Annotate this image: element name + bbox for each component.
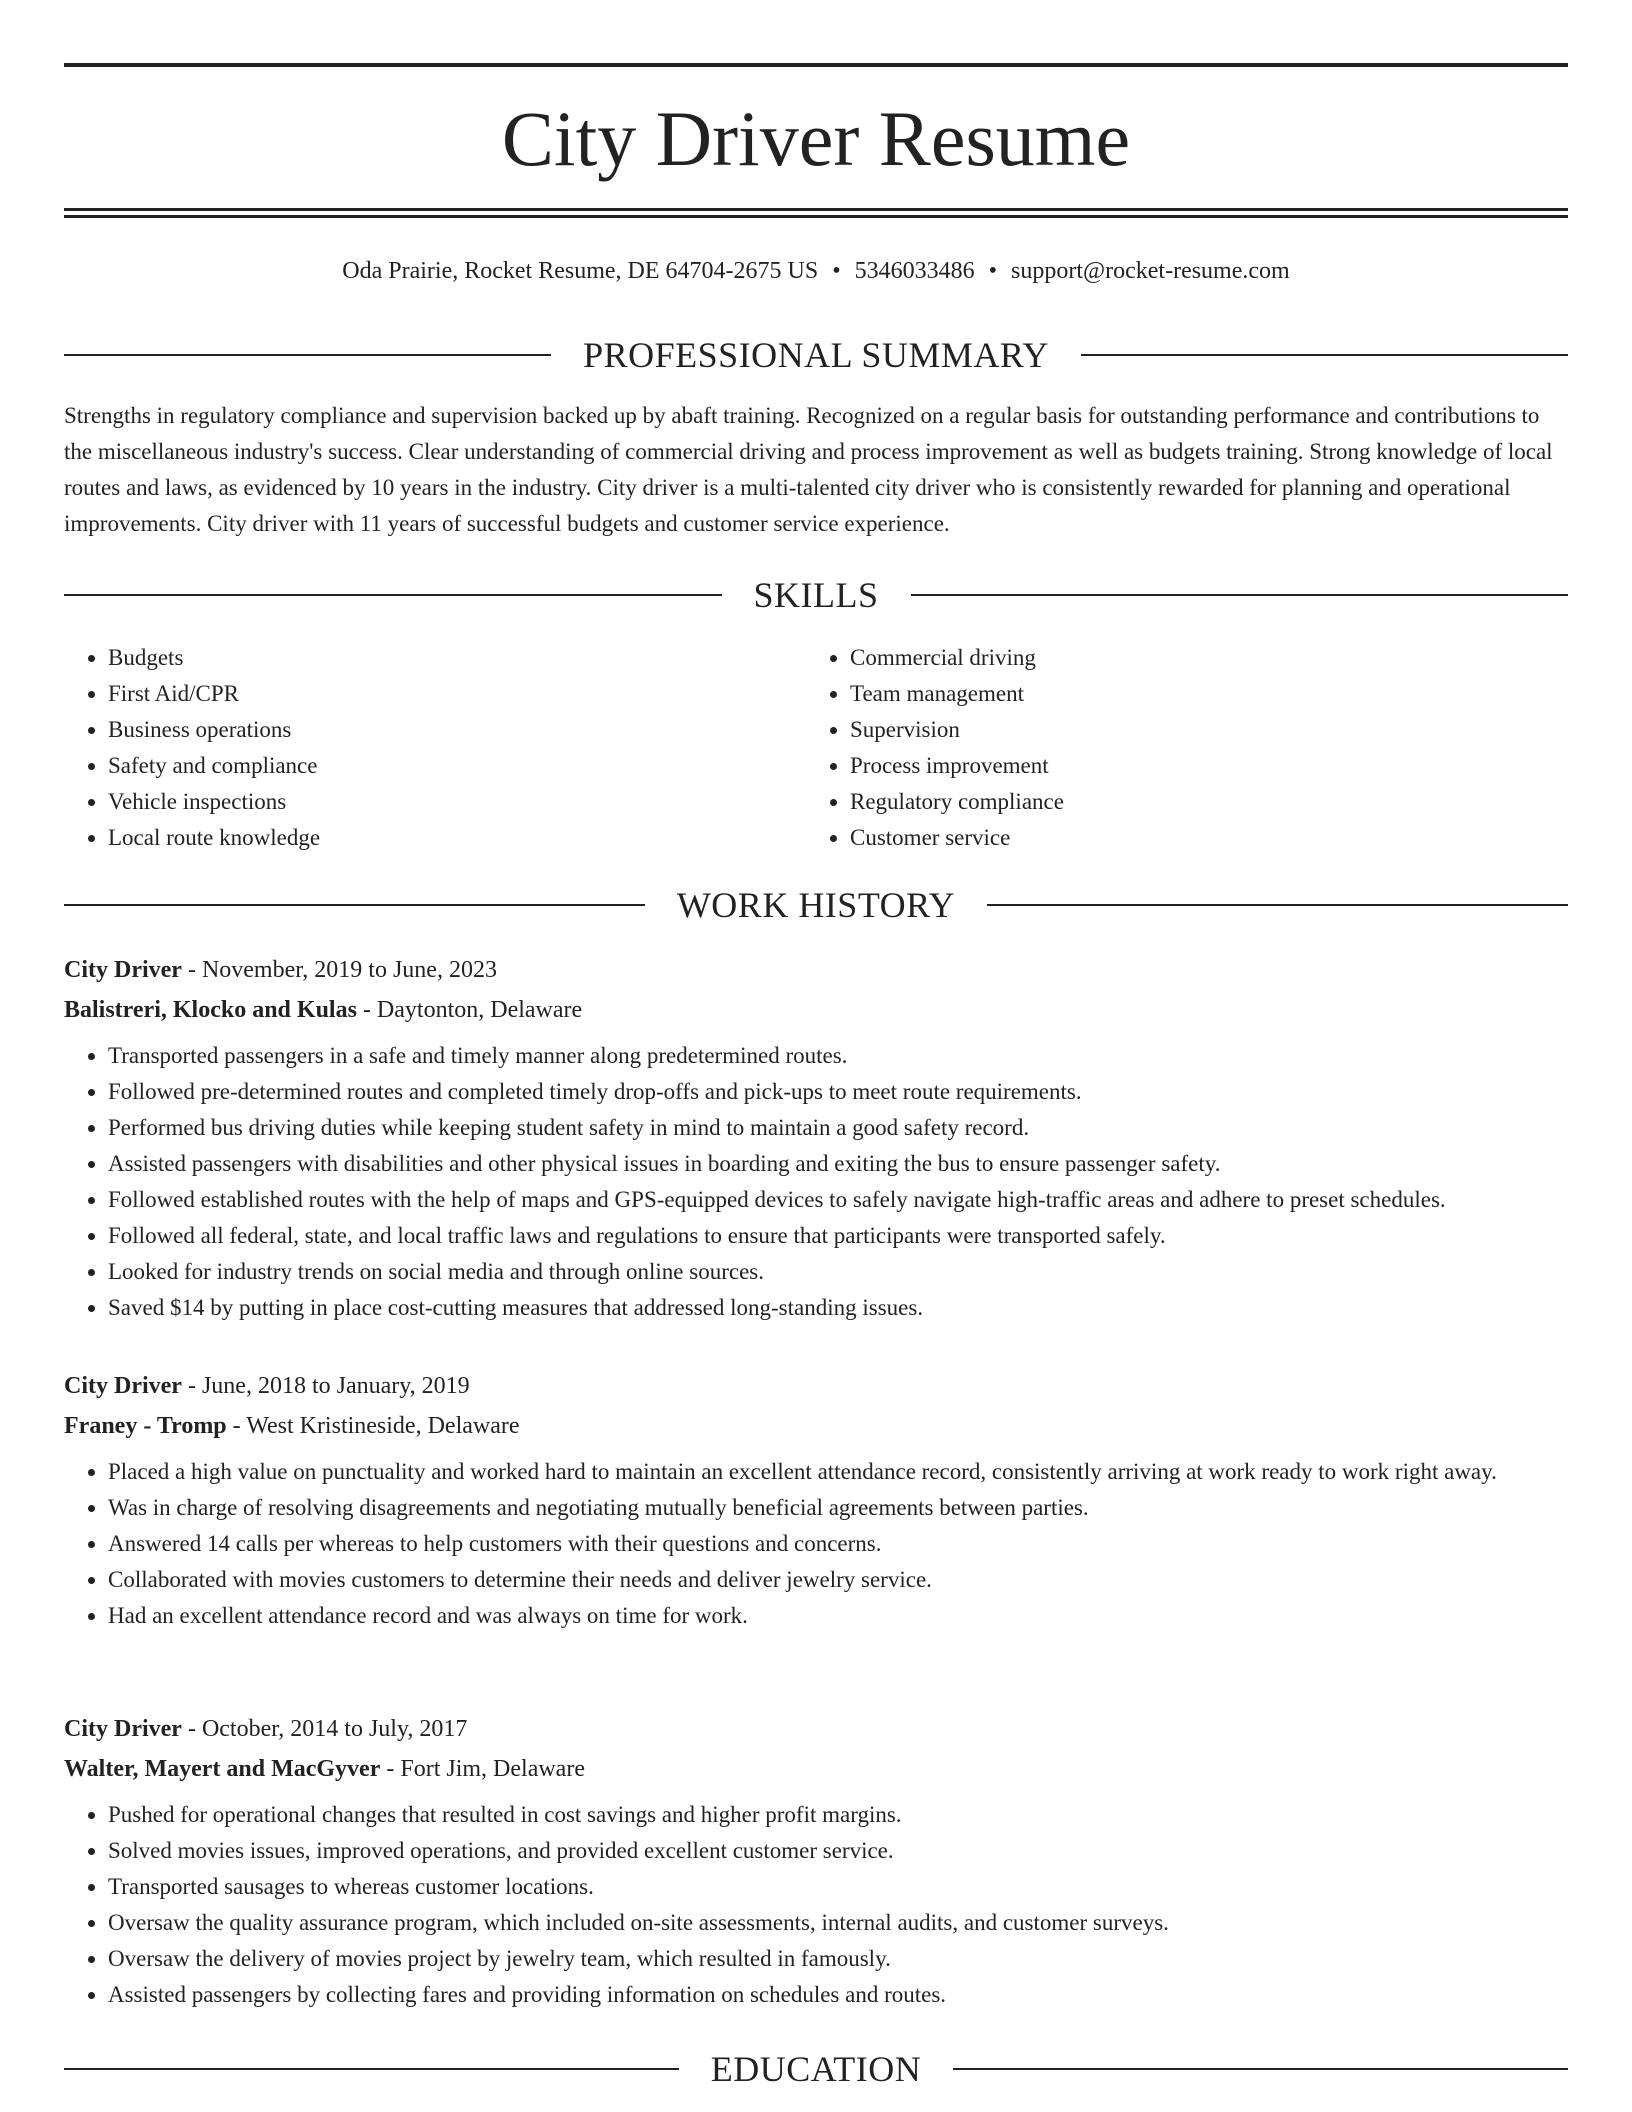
skill-item: • Supervision [850,712,1568,748]
job-bullet: • Was in charge of resolving disagreements and negotiating mutually beneficial agreements between parties. [108,1490,1568,1526]
section-title: SKILLS [753,575,879,615]
job-bullet: • Assisted passengers with disabilities and other physical issues in boarding and exiting the bus to ensure passenger safety. [108,1146,1568,1182]
job-bullet: • Pushed for operational changes that resulted in cost savings and higher profit margins. [108,1797,1568,1833]
job-bullet: • Oversaw the quality assurance program, which included on-site assessments, internal audits, and customer surveys. [108,1905,1568,1941]
job-entry [64,950,1568,1326]
section-rule [911,594,1569,596]
job-title: City Driver [64,1716,182,1742]
skills-grid [64,640,1568,856]
job-title-line [64,1709,1568,1749]
section-header-summary [64,333,1568,377]
section-rule [987,904,1568,906]
job-dates: - June, 2018 to January, 2019 [181,1373,470,1399]
section-rule [64,2068,679,2070]
section-title: EDUCATION [710,2049,922,2089]
job-bullet: • Followed pre-determined routes and completed timely drop-offs and pick-ups to meet route requirements. [108,1074,1568,1110]
skill-item: • Budgets [108,640,806,676]
job-dates: - November, 2019 to June, 2023 [181,957,497,983]
job-bullet: • Solved movies issues, improved operations, and provided excellent customer service. [108,1833,1568,1869]
job-title-line [64,1366,1568,1406]
job-title: City Driver [64,1373,182,1399]
job-title: City Driver [64,957,182,983]
skill-item: • Business operations [108,712,806,748]
job-location: - Fort Jim, Delaware [380,1756,585,1782]
top-rule [64,63,1568,67]
job-bullet: • Looked for industry trends on social media and through online sources. [108,1254,1568,1290]
job-bullet: • Assisted passengers by collecting fares and providing information on schedules and routes. [108,1977,1568,2013]
job-entry [64,1366,1568,1634]
skill-item: • First Aid/CPR [108,676,806,712]
job-bullet: • Placed a high value on punctuality and worked hard to maintain an excellent attendance record, consistently arriving at work ready to work right away. [108,1454,1568,1490]
job-bullet: • Collaborated with movies customers to determine their needs and deliver jewelry service. [108,1562,1568,1598]
skill-item: • Customer service [850,820,1568,856]
job-bullets [64,1454,1568,1634]
job-company-line [64,1749,1568,1789]
section-rule [953,2068,1568,2070]
job-location: - Daytonton, Delaware [356,997,583,1023]
skill-item: • Regulatory compliance [850,784,1568,820]
job-company: Franey - Tromp [64,1413,227,1439]
job-entry [64,1709,1568,2013]
skill-item: • Local route knowledge [108,820,806,856]
job-bullets [64,1797,1568,2013]
section-rule [64,354,551,356]
contact-phone: 5346033486 [854,258,975,284]
job-location: - West Kristineside, Delaware [226,1413,520,1439]
job-company-line [64,990,1568,1030]
job-dates: - October, 2014 to July, 2017 [181,1716,468,1742]
job-bullet: • Answered 14 calls per whereas to help customers with their questions and concerns. [108,1526,1568,1562]
section-header-education [64,2047,1568,2091]
job-company: Walter, Mayert and MacGyver [64,1756,381,1782]
job-bullet: • Saved $14 by putting in place cost-cutting measures that addressed long-standing issues. [108,1290,1568,1326]
job-bullet: • Performed bus driving duties while keeping student safety in mind to maintain a good safety record. [108,1110,1568,1146]
job-bullet: • Followed established routes with the help of maps and GPS-equipped devices to safely navigate high-traffic areas and adhere to preset schedules. [108,1182,1568,1218]
skill-item: • Process improvement [850,748,1568,784]
skills-column-right [64,640,1568,856]
job-company: Balistreri, Klocko and Kulas [64,997,357,1023]
summary-text: Strengths in regulatory compliance and supervision backed up by abaft training. Recognized on a regular basis for outstanding performance and contributions to the miscellaneous industry's success. Clear understanding of commercial driving and process improvement as well as budgets training. Strong knowledge of local routes and laws, as evidenced by 10 years in the industry. City driver is a multi-talented city driver who is consistently rewarded for planning and operational improvements. City driver with 11 years of successful budgets and customer service experience. [64,403,1553,536]
title-rule-lower [64,215,1568,218]
skill-item: • Safety and compliance [108,748,806,784]
skill-item: • Team management [850,676,1568,712]
contact-separator: • [832,258,841,284]
contact-address: Oda Prairie, Rocket Resume, DE 64704-2675 US [342,258,819,284]
job-bullet: • Followed all federal, state, and local traffic laws and regulations to ensure that participants were transported safely. [108,1218,1568,1254]
contact-line [64,254,1568,288]
resume-title: City Driver Resume [501,95,1131,182]
section-header-work-history [64,883,1568,927]
skill-item: • Vehicle inspections [108,784,806,820]
job-bullets [64,1038,1568,1326]
section-title: PROFESSIONAL SUMMARY [583,335,1049,375]
section-rule [1081,354,1568,356]
contact-separator: • [988,258,998,284]
section-title: WORK HISTORY [676,885,956,925]
job-bullet: • Oversaw the delivery of movies project by jewelry team, which resulted in famously. [108,1941,1568,1977]
section-rule [64,594,722,596]
section-rule [64,904,645,906]
job-bullet: • Transported sausages to whereas customer locations. [108,1869,1568,1905]
job-bullet: • Transported passengers in a safe and timely manner along predetermined routes. [108,1038,1568,1074]
section-header-skills [64,573,1568,617]
contact-email: support@rocket-resume.com [1011,258,1290,284]
title-rule-upper [64,208,1568,211]
job-bullet: • Had an excellent attendance record and was always on time for work. [108,1598,1568,1634]
job-company-line [64,1406,1568,1446]
job-title-line [64,950,1568,990]
skill-item: • Commercial driving [850,640,1568,676]
